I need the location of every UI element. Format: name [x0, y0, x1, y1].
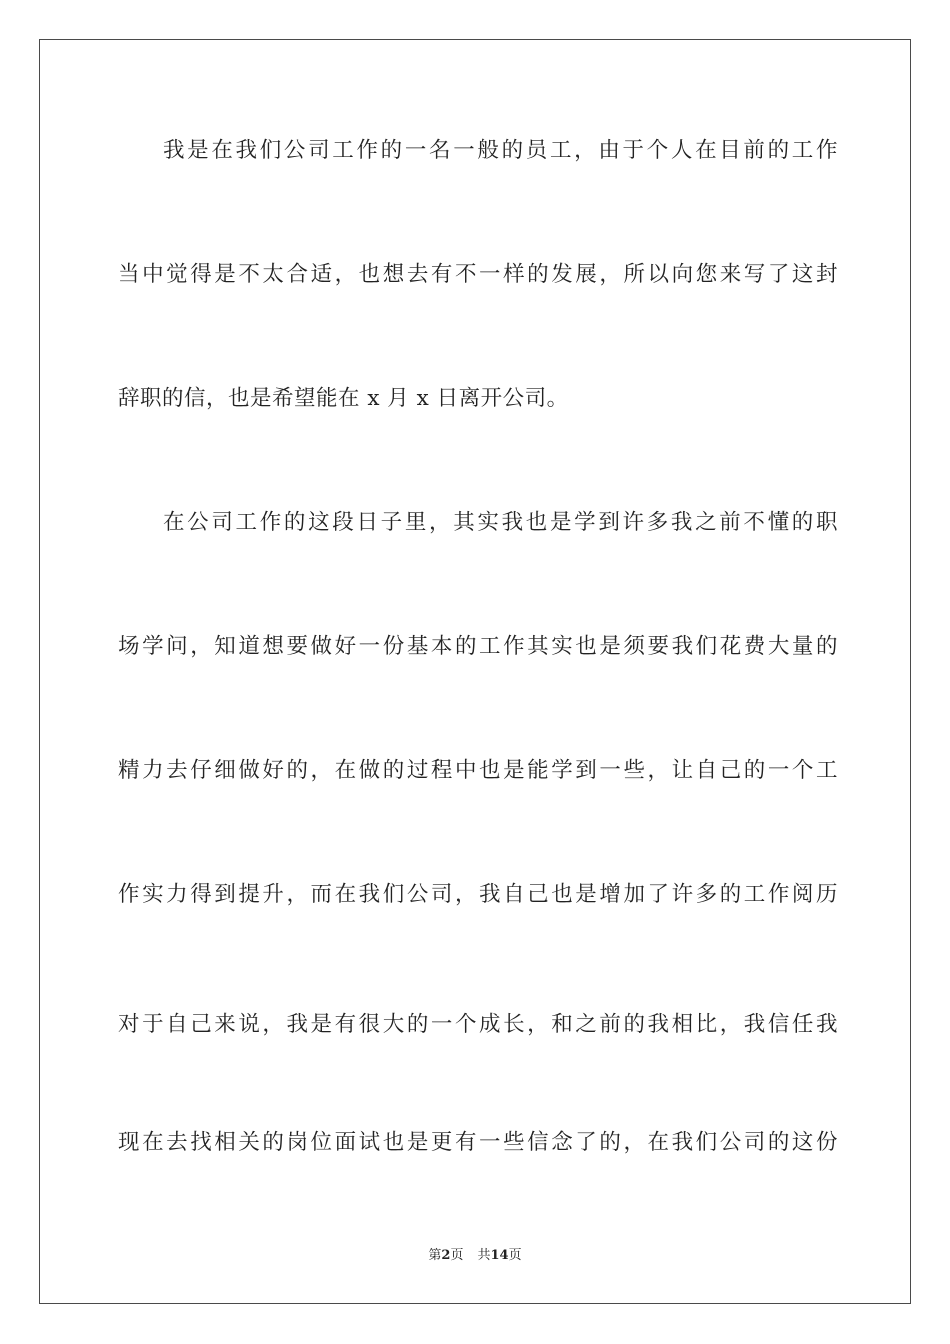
paragraph-2-line-6: 现在去找相关的岗位面试也是更有一些信念了的，在我们公司的这份 — [118, 1130, 838, 1155]
paragraph-2-line-3: 精力去仔细做好的，在做的过程中也是能学到一些，让自己的一个工 — [118, 758, 838, 783]
total-pages-suffix: 页 — [508, 1248, 522, 1263]
paragraph-2-line-5: 对于自己来说，我是有很大的一个成长，和之前的我相比，我信任我 — [118, 1012, 838, 1037]
total-pages: 14 — [490, 1248, 509, 1263]
paragraph-1-line-3: 辞职的信，也是希望能在 x 月 x 日离开公司。 — [118, 386, 569, 411]
paragraph-1-line-1: 我是在我们公司工作的一名一般的员工，由于个人在目前的工作 — [163, 138, 838, 163]
page-number-suffix: 页 — [450, 1248, 464, 1263]
paragraph-1-line-2: 当中觉得是不太合适，也想去有不一样的发展，所以向您来写了这封 — [118, 262, 838, 287]
paragraph-2-line-4: 作实力得到提升，而在我们公司，我自己也是增加了许多的工作阅历 — [118, 882, 838, 907]
paragraph-2-line-1: 在公司工作的这段日子里，其实我也是学到许多我之前不懂的职 — [163, 510, 838, 535]
paragraph-2-line-2: 场学问，知道想要做好一份基本的工作其实也是须要我们花费大量的 — [118, 634, 838, 659]
page-border — [39, 39, 911, 1304]
page-footer — [0, 1248, 950, 1264]
total-pages-prefix: 共 — [477, 1248, 491, 1263]
page-number-prefix: 第 — [428, 1248, 442, 1263]
page-number: 2 — [441, 1248, 451, 1263]
